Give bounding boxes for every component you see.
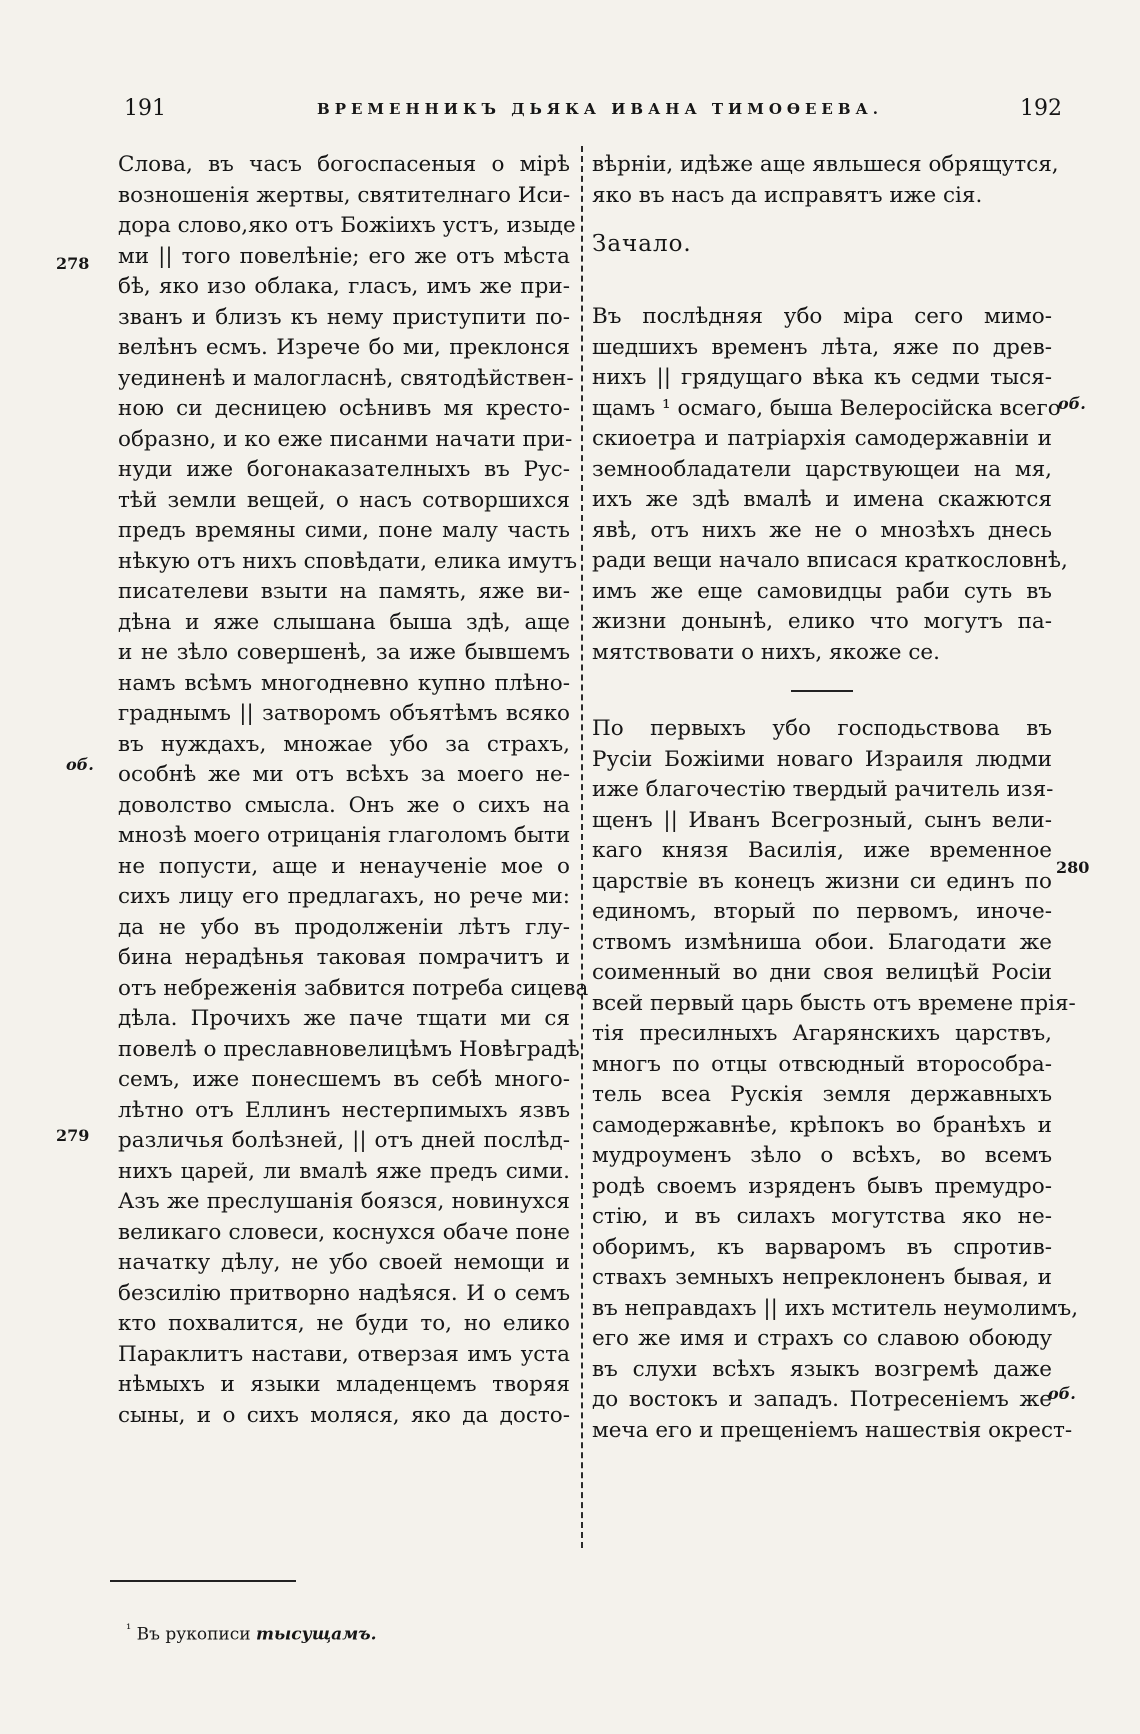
text-line: образно, и ко еже писанми начати при- xyxy=(118,426,573,452)
text-line: въ слухи всѣхъ языкъ возгремѣ даже xyxy=(592,1356,1052,1382)
text-line: тія пресилныхъ Агарянскихъ царствъ, xyxy=(592,1021,1052,1046)
text-line: Въ послѣдняя убо міра сего мимо- xyxy=(592,304,1052,329)
page-number-left: 191 xyxy=(124,96,166,121)
running-title: ВРЕМЕННИКЪ ДЬЯКА ИВАНА ТИМОѲЕЕВА. xyxy=(317,100,883,118)
text-line: жизни донынѣ, елико что могутъ па- xyxy=(592,609,1052,634)
text-line: не попусти, аще и ненаученіе мое о xyxy=(118,853,570,879)
text-line: Русіи Божіими новаго Израиля людми xyxy=(592,746,1052,772)
text-line: бина нерадѣнья таковая помрачитъ и xyxy=(118,945,570,970)
footnote-mark: ¹ xyxy=(126,1622,132,1637)
text-line: да не убо въ продолженіи лѣтъ глу- xyxy=(118,914,570,940)
section-heading: Зачало. xyxy=(592,231,692,257)
text-line: скиоетра и патріархія самодержавніи и xyxy=(592,426,1052,451)
text-line: иже благочестію твердый рачитель изя- xyxy=(592,777,1054,802)
text-line: дѣла. Прочихъ же паче тщати ми ся xyxy=(118,1006,570,1031)
text-line: дѣна и яже слышана быша здѣ, аще xyxy=(118,609,570,635)
text-line: начатку дѣлу, не убо своей немощи и xyxy=(118,1250,570,1275)
text-line: царствіе въ конецъ жизни си единъ по xyxy=(592,868,1052,894)
page-header xyxy=(0,96,1140,130)
text-line: соименный во дни своя велицѣй Росіи xyxy=(592,960,1052,985)
text-line: бѣ, яко изо облака, гласъ, имъ же при- xyxy=(118,274,570,299)
text-line: ствахъ земныхъ непреклоненъ бывая, и xyxy=(592,1265,1052,1290)
text-line: уединенѣ и малогласнѣ, святодѣйствен- xyxy=(118,365,574,391)
paragraph-gap xyxy=(592,272,1052,302)
margin-note-ob-left: об. xyxy=(66,755,94,774)
text-line: сыны, и о сихъ моляся, яко да досто- xyxy=(118,1402,570,1428)
text-line: родѣ своемъ изряденъ бывъ премудро- xyxy=(592,1173,1052,1199)
margin-note-ob-right-1: об. xyxy=(1058,394,1086,413)
text-line: великаго словеси, коснухся обаче поне xyxy=(118,1219,570,1245)
text-line: многъ по отцы отвсюдный вторособра- xyxy=(592,1051,1052,1077)
text-line: доволство смысла. Онъ же о сихъ на xyxy=(118,792,570,818)
footnote-rule xyxy=(110,1580,296,1582)
text-line: стію, и въ силахъ могутства яко не- xyxy=(592,1204,1052,1229)
text-line: различья болѣзней, || отъ дней послѣд- xyxy=(118,1128,570,1153)
text-line: тѣй земли вещей, о насъ сотворшихся xyxy=(118,487,570,513)
text-line: нихъ || грядущаго вѣка къ седми тыся- xyxy=(592,365,1052,390)
text-line: предъ времяны сими, поне малу часть xyxy=(118,518,570,543)
text-line: явѣ, отъ нихъ же не о мнозѣхъ днесь xyxy=(592,517,1052,543)
text-line: ною си десницею осѣнивъ мя кресто- xyxy=(118,396,570,421)
text-line: вѣрніи, идѣже аще явльшеся обрящутся, xyxy=(592,152,1059,177)
footnote xyxy=(126,1622,377,1645)
text-line: въ неправдахъ || ихъ мститель неумолимъ, xyxy=(592,1295,1079,1321)
text-line: шедшихъ временъ лѣта, яже по древ- xyxy=(592,334,1052,360)
text-line: семъ, иже понесшемъ въ себѣ много- xyxy=(118,1067,570,1092)
text-line: мятствовати о нихъ, якоже се. xyxy=(592,639,940,665)
margin-note-279: 279 xyxy=(56,1126,90,1145)
text-line: каго князя Василія, иже временное xyxy=(592,838,1052,863)
footnote-text: Въ рукописи xyxy=(136,1624,251,1645)
text-line: всей первый царь бысть отъ времене прія- xyxy=(592,990,1076,1016)
column-divider xyxy=(581,146,583,1548)
text-line: меча его и прещеніемъ нашествія окрест- xyxy=(592,1417,1073,1443)
text-line: Слова, въ часъ богоспасеныя о мірѣ xyxy=(118,152,570,177)
text-line: земнообладатели царствующеи на мя, xyxy=(592,456,1052,482)
text-line: мнозѣ моего отрицанія глаголомъ быти xyxy=(118,823,571,848)
margin-note-278: 278 xyxy=(56,254,90,273)
margin-note-280: 280 xyxy=(1056,858,1090,877)
text-line: Параклитъ настави, отверзая имъ уста xyxy=(118,1341,570,1367)
text-line: ми || того повелѣніе; его же отъ мѣста xyxy=(118,243,570,269)
section-separator xyxy=(592,668,1052,714)
text-line: Азъ же преслушанія боязся, новинухся xyxy=(118,1189,570,1214)
text-line: нѣмыхъ и языки младенцемъ творяя xyxy=(118,1372,570,1397)
text-line: граднымъ || затворомъ объятѣмъ всяко xyxy=(118,701,570,726)
text-line: возношенія жертвы, святителнаго Иси- xyxy=(118,182,571,208)
text-line: ствомъ измѣниша обои. Благодати же xyxy=(592,929,1052,955)
text-line: сихъ лицу его предлагахъ, но рече ми: xyxy=(118,884,570,909)
text-line: до востокъ и западъ. Потресеніемъ же xyxy=(592,1387,1052,1412)
text-line: кто похвалится, не буди то, но елико xyxy=(118,1311,570,1336)
text-line: велѣнъ есмъ. Изрече бо ми, преклонся xyxy=(118,335,570,360)
text-line: особнѣ же ми отъ всѣхъ за моего не- xyxy=(118,762,570,787)
footnote-emphasis: тысущамъ. xyxy=(256,1624,377,1645)
text-line: въ нуждахъ, множае убо за страхъ, xyxy=(118,731,570,757)
text-line: единомъ, вторый по первомъ, иноче- xyxy=(592,899,1052,924)
text-line: мудроуменъ зѣло о всѣхъ, во всемъ xyxy=(592,1143,1052,1168)
text-line: его же имя и страхъ со славою обоюду xyxy=(592,1326,1052,1351)
text-line: лѣтно отъ Еллинъ нестерпимыхъ язвъ xyxy=(118,1097,570,1123)
text-line: щамъ ¹ осмаго, быша Велеросійска всего xyxy=(592,395,1061,421)
text-line: писателеви взыти на память, яже ви- xyxy=(118,579,570,604)
text-line: дора слово,яко отъ Божіихъ устъ, изыде xyxy=(118,213,576,238)
text-line: повелѣ о преславновелицѣмъ Новѣградѣ xyxy=(118,1036,580,1062)
page-number-right: 192 xyxy=(1020,96,1062,121)
text-line: безсилію притворно надѣяся. И о семъ xyxy=(118,1280,570,1306)
text-line: ради вещи начало вписася краткословнѣ, xyxy=(592,548,1068,573)
separator-rule xyxy=(791,690,853,692)
text-line: щенъ || Иванъ Всегрозный, сынъ вели- xyxy=(592,807,1052,833)
text-line: тель всеа Рускія земля державныхъ xyxy=(592,1082,1052,1107)
text-line: званъ и близъ къ нему приступити по- xyxy=(118,304,570,330)
text-line: намъ всѣмъ многодневно купно плѣно- xyxy=(118,670,570,696)
text-line: ихъ же здѣ вмалѣ и имена скажются xyxy=(592,487,1052,512)
text-line: и не зѣло совершенѣ, за иже бывшемъ xyxy=(118,640,570,665)
text-line: нихъ царей, ли вмалѣ яже предъ сими. xyxy=(118,1158,570,1184)
left-column xyxy=(118,150,589,1431)
text-line: имъ же еще самовидцы раби суть въ xyxy=(592,578,1052,604)
text-line: отъ небреженія забвится потреба сицева xyxy=(118,975,589,1001)
text-line: самодержавнѣе, крѣпокъ во бранѣхъ и xyxy=(592,1112,1052,1138)
text-line: яко въ насъ да исправятъ иже сія. xyxy=(592,182,983,208)
text-line: По первыхъ убо господьствова въ xyxy=(592,716,1052,741)
text-line: нуди иже богонаказателныхъ въ Рус- xyxy=(118,457,570,482)
text-line: оборимъ, къ варваромъ въ спротив- xyxy=(592,1234,1052,1260)
text-line: нѣкую отъ нихъ сповѣдати, елика имутъ xyxy=(118,548,577,574)
margin-note-ob-right-2: об. xyxy=(1048,1384,1076,1403)
